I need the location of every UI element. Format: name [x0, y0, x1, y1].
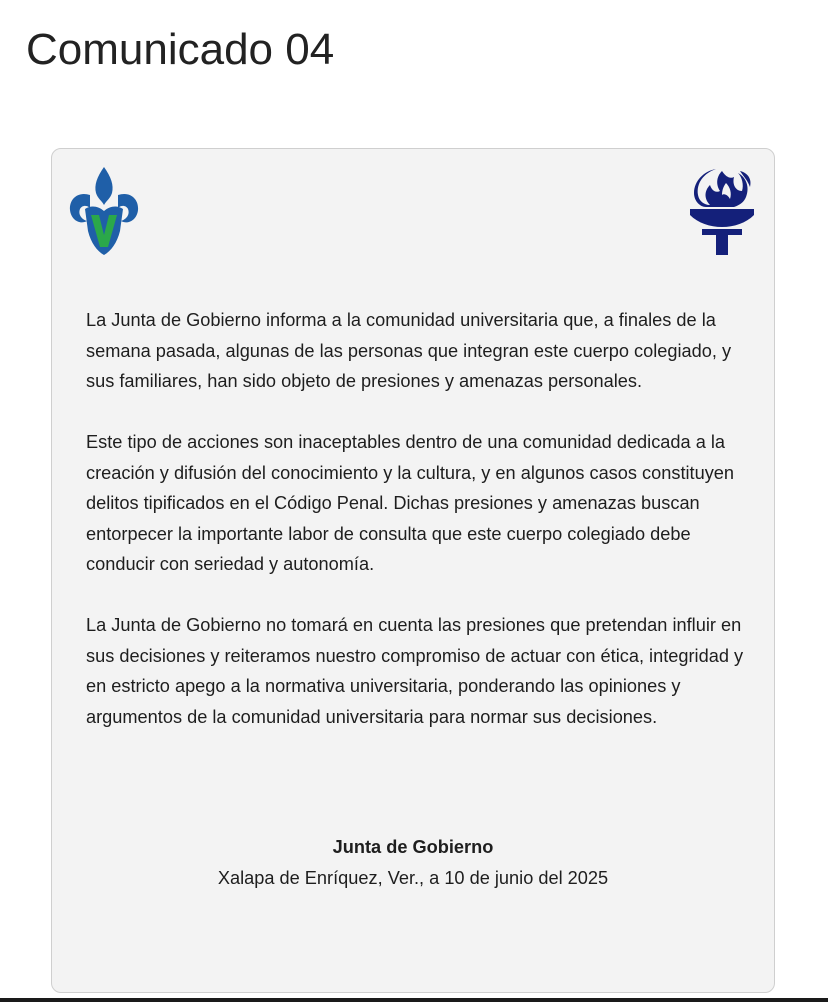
- paragraph-1: La Junta de Gobierno informa a la comunidad universitaria que, a finales de la semana pasada, algunas de las personas que integran este cuerpo colegiado, y sus familiares, han sido objeto de presiones y amenazas personales.: [86, 310, 732, 391]
- communique-card: [51, 148, 775, 993]
- signature-place-date: Xalapa de Enríquez, Ver., a 10 de junio del 2025: [217, 868, 609, 888]
- torch-logo-icon: [686, 165, 758, 257]
- signature-name: Junta de Gobierno: [332, 837, 494, 857]
- bottom-divider: [0, 998, 828, 1002]
- page-title: Comunicado 04: [26, 25, 335, 74]
- paragraph-2: Este tipo de acciones son inaceptables dentro de una comunidad dedicada a la creación y difusión del conocimiento y la cultura, y en algunos casos constituyen delitos tipificados en el Código Penal. Dichas presiones y amenazas buscan entorpecer la importante labor de consulta que este cuerpo colegiado debe conducir con seriedad y autonomía.: [86, 432, 735, 574]
- signature-block: [52, 832, 774, 894]
- paragraph-3: La Junta de Gobierno no tomará en cuenta las presiones que pretendan influir en sus decisiones y reiteramos nuestro compromiso de actuar con ética, integridad y en estricto apego a la normativa universitaria, ponderando las opiniones y argumentos de la comunidad universitaria para normar sus decisiones.: [86, 615, 744, 727]
- communique-body: [86, 305, 746, 763]
- uv-flor-de-lis-logo-icon: [66, 165, 142, 257]
